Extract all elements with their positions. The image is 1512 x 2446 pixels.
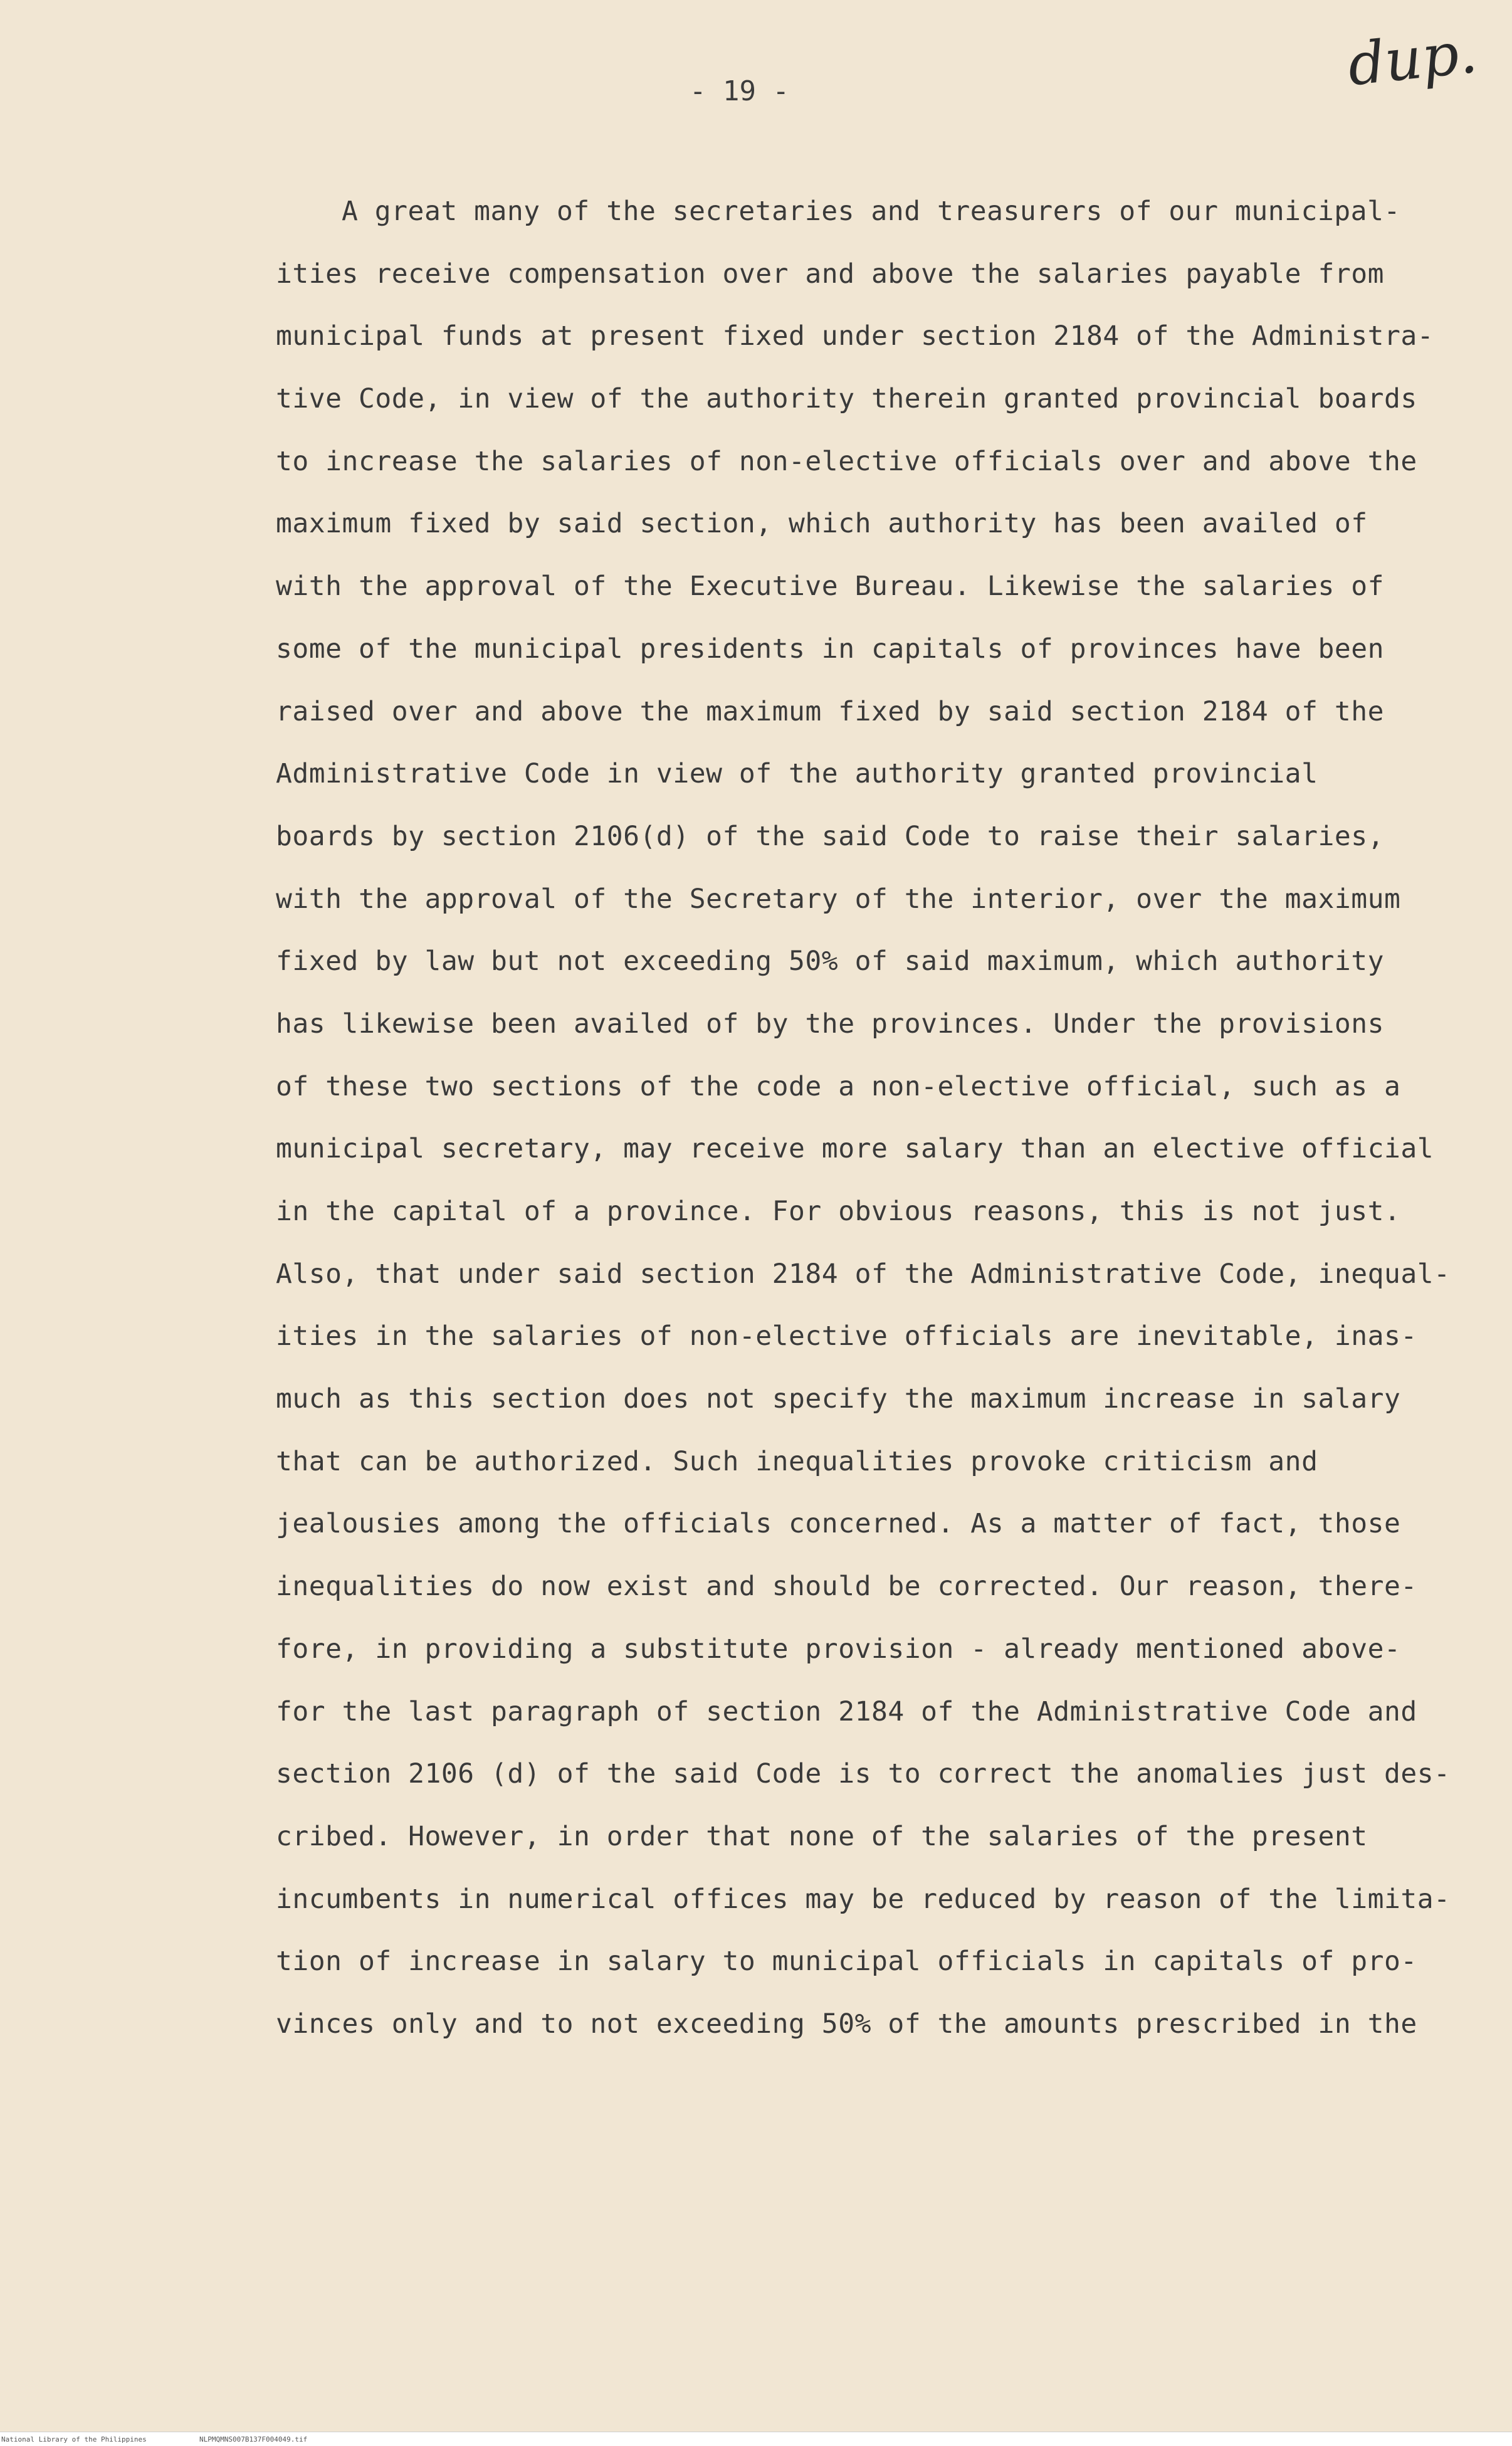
text-line: cribed. However, in order that none of the salaries of the present: [276, 1820, 1368, 1852]
text-line: in the capital of a province. For obvious reasons, this is not just.: [276, 1196, 1401, 1227]
text-line: municipal secretary, may receive more salary than an elective official: [276, 1133, 1434, 1165]
text-line: maximum fixed by said section, which authority has been availed of: [276, 508, 1368, 540]
page-number: - 19 -: [690, 75, 789, 107]
text-line: municipal funds at present fixed under section 2184 of the Administra-: [276, 320, 1434, 352]
text-line: with the approval of the Executive Bureau. Likewise the salaries of: [276, 571, 1385, 603]
text-line: Administrative Code in view of the authority granted provincial: [276, 758, 1318, 790]
text-line: vinces only and to not exceeding 50% of the amounts prescribed in the: [276, 2008, 1417, 2040]
text-line: raised over and above the maximum fixed by said section 2184 of the: [276, 695, 1385, 727]
text-line: inequalities do now exist and should be corrected. Our reason, there-: [276, 1571, 1417, 1603]
text-line: of these two sections of the code a non-elective official, such as a: [276, 1070, 1401, 1102]
text-line: has likewise been availed of by the provinces. Under the provisions: [276, 1008, 1385, 1040]
text-line: ities in the salaries of non-elective officials are inevitable, inas-: [276, 1321, 1417, 1352]
text-line: tive Code, in view of the authority therein granted provincial boards: [276, 383, 1417, 415]
text-line: much as this section does not specify the maximum increase in salary: [276, 1383, 1401, 1415]
scan-footer: [0, 2432, 1512, 2446]
text-line: tion of increase in salary to municipal officials in capitals of pro-: [276, 1946, 1417, 1978]
text-line: section 2106 (d) of the said Code is to correct the anomalies just des-: [276, 1758, 1451, 1790]
text-line: for the last paragraph of section 2184 of the Administrative Code and: [276, 1695, 1417, 1727]
library-credit: National Library of the Philippines: [1, 2435, 147, 2443]
text-line: A great many of the secretaries and treasurers of our municipal-: [342, 196, 1400, 227]
text-line: jealousies among the officials concerned. As a matter of fact, those: [276, 1508, 1401, 1540]
text-line: boards by section 2106(d) of the said Code to raise their salaries,: [276, 820, 1385, 852]
text-line: ities receive compensation over and above the salaries payable from: [276, 258, 1385, 290]
file-name: NLPMQMNS007B137F004049.tif: [199, 2435, 308, 2443]
body-paragraph: [276, 181, 1454, 2056]
text-line: fore, in providing a substitute provision - already mentioned above-: [276, 1633, 1401, 1665]
handwritten-annotation: dup.: [1344, 18, 1481, 99]
text-line: to increase the salaries of non-elective officials over and above the: [276, 445, 1417, 477]
text-line: with the approval of the Secretary of the interior, over the maximum: [276, 883, 1401, 915]
text-line: some of the municipal presidents in capitals of provinces have been: [276, 633, 1385, 665]
text-line: Also, that under said section 2184 of the Administrative Code, inequal-: [276, 1258, 1451, 1290]
text-line: fixed by law but not exceeding 50% of said maximum, which authority: [276, 946, 1385, 978]
text-line: incumbents in numerical offices may be reduced by reason of the limita-: [276, 1883, 1451, 1915]
text-line: that can be authorized. Such inequalities provoke criticism and: [276, 1445, 1318, 1477]
